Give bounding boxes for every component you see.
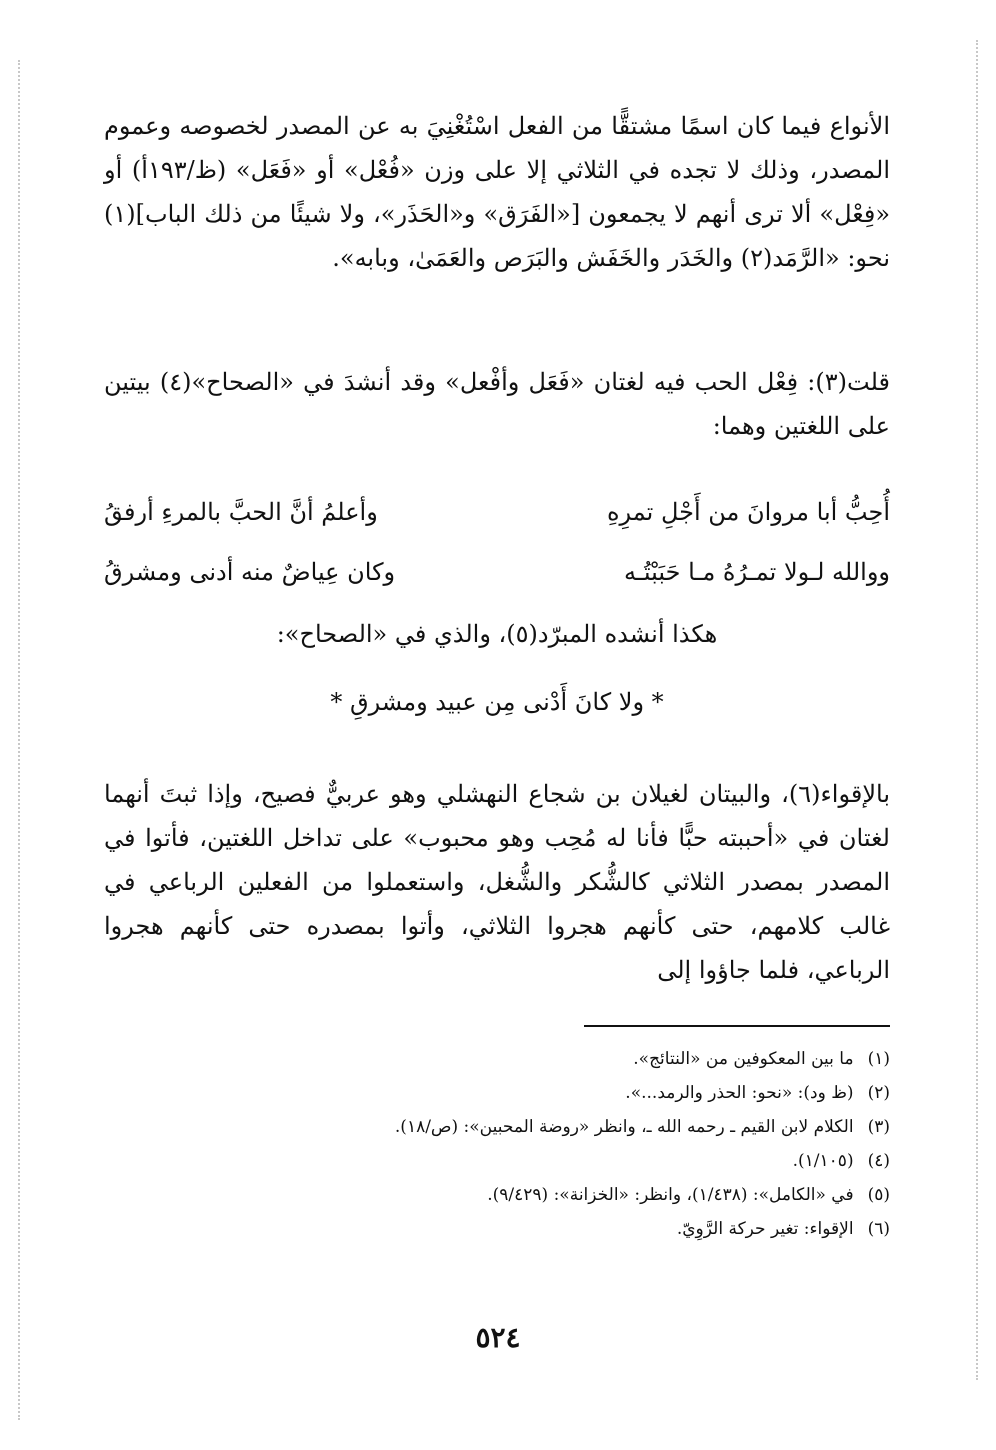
paragraph-text: الأنواع فيما كان اسمًا مشتقًّا من الفعل اسْتُغْنِيَ به عن المصدر لخصوصه وعموم المصدر، وذلك لا تجده في الثلاثي إلا على وزن «فُعْل» أو «فَعَل» (ظ/١٩٣أ) أو «فِعْل» ألا ترى أنهم لا يجمعون [«الفَرَق» و«الحَذَر»، ولا شيئًا من ذلك الباب](١) نحو: «الرَّمَد(٢) والخَدَر والخَفَش والبَرَص والعَمَىٰ، وبابه». <box>104 112 891 272</box>
footnote-text: (ظ ود): «نحو: الحذر والرمد...». <box>625 1083 854 1103</box>
footnote-4 <box>104 1144 890 1178</box>
hemistich-right: ووالله لـولا تمـرُهُ مـا حَبَبْتُـه <box>624 558 890 586</box>
footnote-text: ما بين المعكوفين من «النتائج». <box>633 1049 854 1069</box>
footnote-number: (١) <box>867 1049 890 1069</box>
footnote-5 <box>104 1178 890 1212</box>
body-paragraph-1 <box>104 104 890 376</box>
footnote-text: الكلام لابن القيم ـ رحمه الله ـ، وانظر «روضة المحبين»: (ص/١٨). <box>394 1117 854 1137</box>
footnotes <box>104 1042 890 1246</box>
hemistich-right: أُحِبُّ أبا مروانَ من أَجْلِ تمرِهِ <box>606 498 890 526</box>
footnote-3 <box>104 1110 890 1144</box>
footnote-text: في «الكامل»: (١/٤٣٨)، وانظر: «الخزانة»: (٩/٤٢٩). <box>487 1185 854 1205</box>
footnote-1 <box>104 1042 890 1076</box>
footnote-number: (٥) <box>867 1185 890 1205</box>
footnote-2 <box>104 1076 890 1110</box>
poem-verse-1 <box>104 490 890 534</box>
paragraph-text: بالإقواء(٦)، والبيتان لغيلان بن شجاع النهشلي وهو عربيٌّ فصيح، وإذا ثبتَ أنهما لغتان في «أحببته حبًّا فأنا له مُحِب وهو محبوب» على تداخل اللغتين، فأتوا في المصدر بمصدر الثلاثي كالشُّكر والشُّغل، واستعملوا من الفعلين الرباعي في غالب كلامهم، حتى كأنهم هجروا الثلاثي، وأتوا بمصدره حتى كأنهم هجروا الرباعي، فلما جاؤوا إلى <box>104 780 890 984</box>
hemistich-left: وأعلمُ أنَّ الحبَّ بالمرءِ أرفقُ <box>104 498 378 526</box>
scan-margin-left <box>18 60 20 1420</box>
footnote-6 <box>104 1212 890 1246</box>
footnote-number: (٢) <box>867 1083 890 1103</box>
footnote-number: (٣) <box>867 1117 890 1137</box>
footnote-number: (٦) <box>867 1219 890 1239</box>
mubarrad-line: هكذا أنشده المبرّد(٥)، والذي في «الصحاح»: <box>276 620 718 648</box>
poem-verse-2 <box>104 550 890 594</box>
body-paragraph-3 <box>104 772 890 1012</box>
page-number: ٥٢٤ <box>475 1321 521 1354</box>
footnote-text: الإقواء: تغير حركة الرَّوِيّ. <box>676 1219 854 1239</box>
footnote-text: (١/١٠٥). <box>792 1151 854 1171</box>
poem-verse-3: * ولا كانَ أَدْنى مِن عبيد ومشرقِ * <box>330 688 664 716</box>
footnote-separator <box>584 1025 890 1027</box>
paragraph-text: قلت(٣): فِعْل الحب فيه لغتان «فَعَل وأفْعل» وقد أنشدَ في «الصحاح»(٤) بيتين على اللغتين وهما: <box>104 368 891 440</box>
hemistich-left: وكان عِياضٌ منه أدنى ومشرقُ <box>104 558 396 586</box>
scan-margin-right <box>976 40 978 1380</box>
footnote-number: (٤) <box>867 1151 890 1171</box>
body-paragraph-2 <box>104 360 890 460</box>
